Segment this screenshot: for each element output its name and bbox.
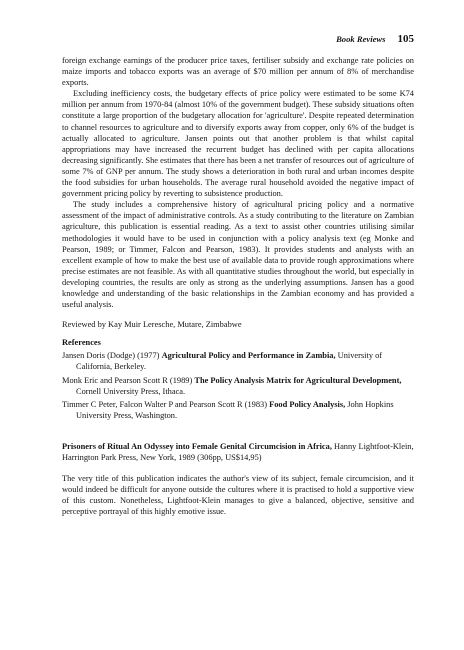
paragraph: The study includes a comprehensive history of agricultural pricing policy and a normative assessment of the impact of administrative controls. As a study contributing to the literature on Zambian agriculture, this publication is essential reading. As a text to assist other countries utilising similar methodologies it would have to be used in conjunction with a policy analysis text (eg Monke and Pearson, 1989; or Timmer, Falcon and Pearson, 1983). It provides students and analysts with an excellent example of how to make the best use of available data to provide rough approximations where precise estimates are not feasible. As with all quantitative studies throughout the world, but especially in developing countries, the results are only as strong as the underlying assumptions. Jansen has a good knowledge and understanding of the basic relationships in the Zambian economy and has provided a useful analysis. xyxy=(62,200,414,310)
paragraph: Excluding inefficiency costs, the budgetary effects of price policy were estimated to be some K74 million per annum from 1970-84 (almost 10% of the government budget). These subsidy situations often constitute a large proportion of the budgetary allocation for 'agriculture'. Despite repeated determination to channel resources to agriculture and to diversify exports away from copper, only 6% of the budget is actually allocated to agriculture. Jansen points out that another problem is that whilst capital appropriations may have increased the recurrent budget has declined with per capita allocations decreasing significantly. She estimates that there has been a net transfer of resources out of agriculture of some 7% of GNP per annum. The study shows a deterioration in both rural and urban incomes despite the food subsidies for urban households. The average rural household avoided the negative impact of government pricing policy by reverting to subsistence production. xyxy=(62,89,414,199)
page-number: 105 xyxy=(397,33,414,45)
paragraph: The very title of this publication indicates the author's view of its subject, female circumcision, and it would indeed be difficult for anyone outside the cultures where it is practised to hold a supportive view of this custom. Nonetheless, Lightfoot-Klein manages to give a balanced, objective, sensitive and perceptive portrayal of this highly emotive issue. xyxy=(62,474,414,517)
reference-item xyxy=(62,350,414,372)
reference-title: Agricultural Policy and Performance in Zambia, xyxy=(161,351,336,361)
paragraph: foreign exchange earnings of the producer price taxes, fertiliser subsidy and exchange rate policies on maize imports and tobacco exports was an average of $70 million per annum of 8% of merchandise exports. xyxy=(62,56,414,88)
review-body xyxy=(62,55,414,517)
references-heading: References xyxy=(62,338,101,348)
reference-item xyxy=(62,399,414,421)
section-title: Book Reviews xyxy=(336,34,386,44)
second-review-citation: Hanny Lightfoot-Klein, Harrington Park Press, New York, 1989 (306pp, US$14,95) xyxy=(62,441,414,462)
reference-publisher: University of California, Berkeley. xyxy=(76,351,383,372)
reviewer-line: Reviewed by Kay Muir Leresche, Mutare, Zimbabwe xyxy=(62,320,242,330)
reference-item xyxy=(62,375,414,397)
second-review-heading xyxy=(62,441,414,463)
reference-publisher: John Hopkins University Press, Washington. xyxy=(76,399,394,420)
reference-authors: Jansen Doris (Dodge) (1977) xyxy=(62,351,160,361)
reference-title: The Policy Analysis Matrix for Agricultural Development, xyxy=(194,375,402,385)
reference-authors: Monk Eric and Pearson Scott R (1989) xyxy=(62,375,193,385)
second-review-title: Prisoners of Ritual An Odyssey into Female Genital Circumcision in Africa, xyxy=(62,441,332,451)
running-header xyxy=(62,34,414,45)
reference-publisher: Cornell University Press, Ithaca. xyxy=(76,386,186,396)
reference-title: Food Policy Analysis, xyxy=(269,399,346,409)
reference-authors: Timmer C Peter, Falcon Walter P and Pearson Scott R (1983) xyxy=(62,399,268,409)
